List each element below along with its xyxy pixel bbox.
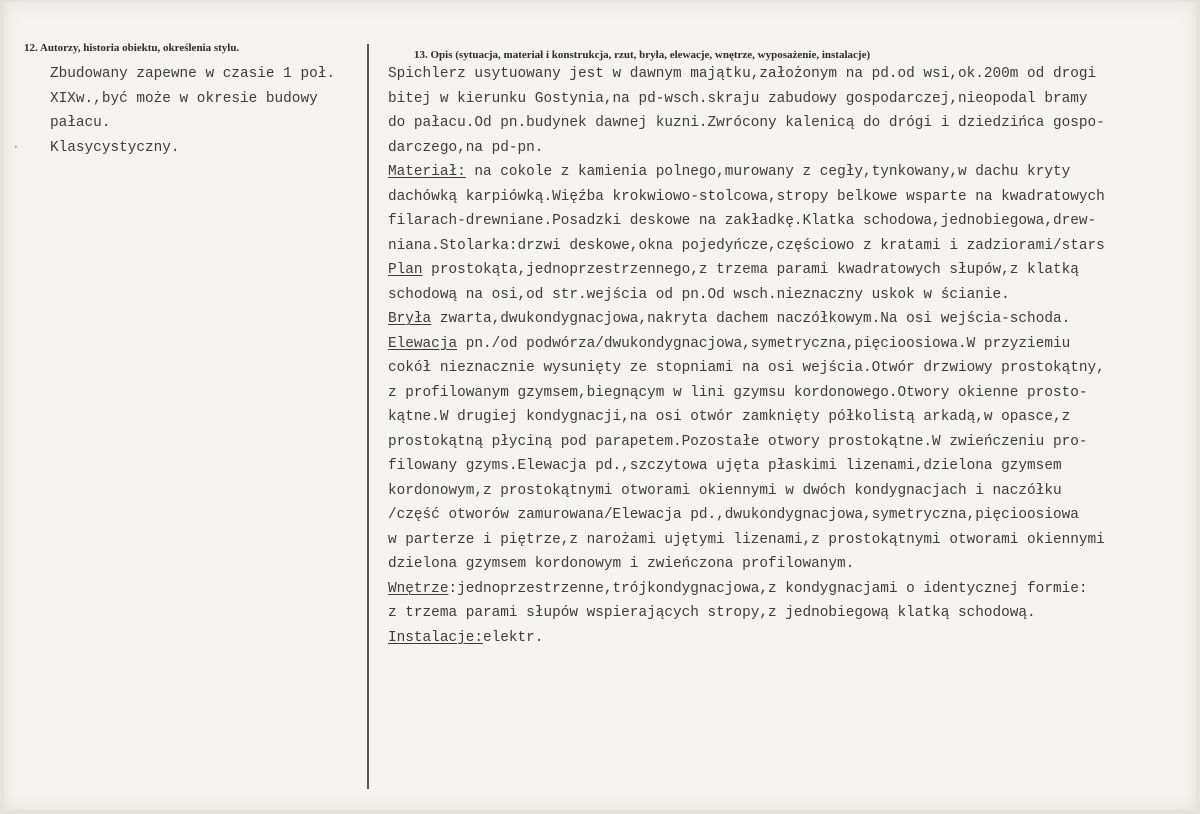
description-text-line <box>388 283 1105 308</box>
description-text-line <box>388 503 1105 528</box>
line-text: do pałacu.Od pn.budynek dawnej kuzni.Zwrócony kalenicą do drógi i dziedzińca gospo- <box>388 115 1105 131</box>
line-text: kątne.W drugiej kondygnacji,na osi otwór zamknięty półkolistą arkadą,w opasce,z <box>388 409 1071 425</box>
description-text-line <box>388 405 1105 430</box>
section-label: Wnętrze <box>388 580 449 597</box>
description-text-line <box>388 160 1105 185</box>
description-text-line <box>388 258 1105 283</box>
history-text-line: Klasycystyczny. <box>50 139 180 156</box>
line-text: z trzema parami słupów wspierających stropy,z jednobiegową klatką schodową. <box>388 605 1036 621</box>
section-label: Instalacje: <box>388 629 483 646</box>
section-label: Plan <box>388 262 423 278</box>
description-text-line <box>388 332 1105 357</box>
line-text: niana.Stolarka:drzwi deskowe,okna pojedyńcze,częściowo z kratami i zadziorami/stars <box>388 237 1105 254</box>
line-text: dachówką karpiówką.Więźba krokwiowo-stolcowa,stropy belkowe wsparte na kwadratowych <box>388 188 1105 205</box>
description-column <box>388 62 1105 650</box>
section-13-heading: 13. Opis (sytuacja, materiał i konstrukcja, rzut, bryła, elewacje, wnętrze, wyposażenie, instalacje) <box>414 49 871 61</box>
description-text-line <box>388 307 1105 332</box>
description-text-line <box>388 626 1105 651</box>
description-text-line <box>388 552 1105 577</box>
description-text-line <box>388 577 1105 602</box>
line-text: na cokole z kamienia polnego,murowany z cegły,tynkowany,w dachu kryty <box>465 164 1071 180</box>
margin-dot: · <box>14 140 18 154</box>
line-text: z profilowanym gzymsem,biegnącym w lini gzymsu kordonowego.Otwory okienne prosto- <box>388 384 1088 401</box>
description-text-line <box>388 601 1105 626</box>
description-text-line <box>388 87 1105 112</box>
section-label: Bryła <box>388 311 432 327</box>
history-text-line: Zbudowany zapewne w czasie 1 poł. <box>50 66 335 82</box>
line-text: bitej w kierunku Gostynia,na pd-wsch.skraju zabudowy gospodarczej,nieopodal bramy <box>388 90 1088 107</box>
line-text: elektr. <box>483 629 544 646</box>
line-text: :jednoprzestrzenne,trójkondygnacjowa,z kondygnacjami o identycznej formie: <box>448 580 1088 597</box>
section-12-heading: 12. Autorzy, historia obiektu, określenia stylu. <box>24 42 240 54</box>
description-text-line <box>388 209 1105 234</box>
line-text: schodową na osi,od str.wejścia od pn.Od wsch.nieznaczny uskok w ścianie. <box>388 286 1010 303</box>
history-column <box>50 62 335 160</box>
history-text-line: XIXw.,być może w okresie budowy <box>50 90 318 107</box>
description-text-line <box>388 62 1105 87</box>
description-text-line <box>388 356 1105 381</box>
description-text-line <box>388 111 1105 136</box>
description-text-line <box>388 234 1105 259</box>
section-label: Elewacja <box>388 335 458 352</box>
column-divider <box>367 44 369 789</box>
description-text-line <box>388 185 1105 210</box>
section-label: Materiał: <box>388 164 466 180</box>
line-text: kordonowym,z prostokątnymi otworami okiennymi w dwóch kondygnacjach i naczółku <box>388 482 1062 499</box>
line-text: dzielona gzymsem kordonowym i zwieńczona profilowanym. <box>388 556 855 572</box>
line-text: cokół nieznacznie wysunięty ze stopniami na osi wejścia.Otwór drzwiowy prostokątny, <box>388 360 1105 376</box>
line-text: Spichlerz usytuowany jest w dawnym majątku,założonym na pd.od wsi,ok.200m od drogi <box>388 66 1097 82</box>
description-text-line <box>388 479 1105 504</box>
line-text: prostokątną płyciną pod parapetem.Pozostałe otwory prostokątne.W zwieńczeniu pro- <box>388 433 1088 450</box>
line-text: /część otworów zamurowana/Elewacja pd.,dwukondygnacjowa,symetryczna,pięcioosiowa <box>388 507 1079 523</box>
description-text-line <box>388 454 1105 479</box>
description-text-line <box>388 136 1105 161</box>
history-text-line: pałacu. <box>50 115 111 131</box>
line-text: pn./od podwórza/dwukondygnacjowa,symetryczna,pięcioosiowa.W przyziemiu <box>457 335 1071 352</box>
line-text: zwarta,dwukondygnacjowa,nakryta dachem naczółkowym.Na osi wejścia-schoda. <box>431 311 1071 327</box>
line-text: w parterze i piętrze,z narożami ujętymi lizenami,z prostokątnymi otworami okiennymi <box>388 531 1105 548</box>
line-text: filowany gzyms.Elewacja pd.,szczytowa ujęta płaskimi lizenami,dzielona gzymsem <box>388 458 1062 474</box>
record-card <box>4 2 1196 810</box>
line-text: filarach-drewniane.Posadzki deskowe na zakładkę.Klatka schodowa,jednobiegowa,drew- <box>388 213 1097 229</box>
line-text: darczego,na pd-pn. <box>388 139 544 156</box>
description-text-line <box>388 381 1105 406</box>
line-text: prostokąta,jednoprzestrzennego,z trzema parami kwadratowych słupów,z klatką <box>422 262 1079 278</box>
description-text-line <box>388 430 1105 455</box>
description-text-line <box>388 528 1105 553</box>
